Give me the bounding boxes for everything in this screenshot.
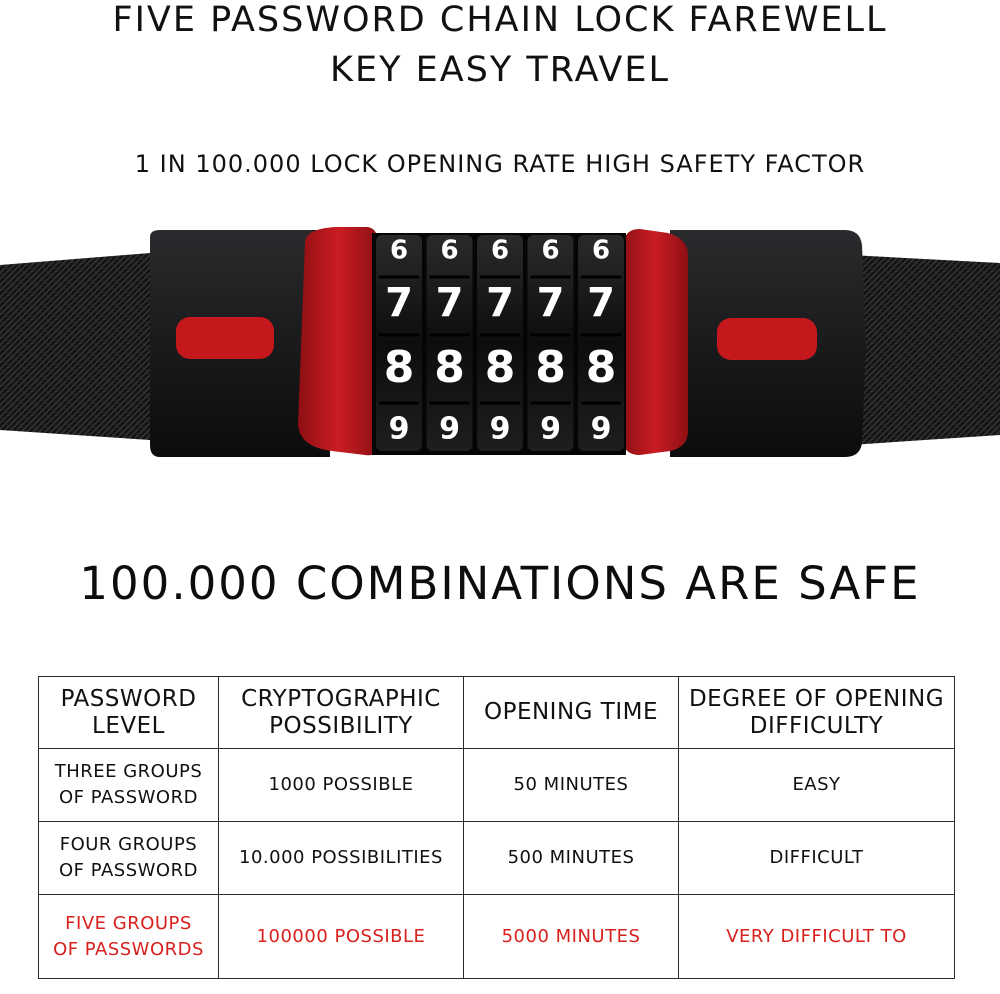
combination-lock-image: [0, 225, 1000, 465]
comparison-table: [38, 676, 955, 979]
dial-digit: 8: [383, 342, 415, 393]
header-cryptographic-possibility: CRYPTOGRAPHIC POSSIBILITY: [219, 677, 464, 749]
cell-time: 500 MINUTES: [464, 822, 679, 895]
red-button-right: [717, 318, 817, 360]
dial-digit: 6: [591, 235, 611, 266]
header-password-level: PASSWORD LEVEL: [39, 677, 219, 749]
dial-digit: 7: [536, 280, 565, 326]
dial-digit: 7: [486, 280, 514, 326]
dial-digit: 8: [434, 342, 465, 393]
red-collar-right: [622, 229, 688, 455]
header-opening-time: OPENING TIME: [464, 677, 679, 749]
dial-digit: 9: [540, 411, 561, 447]
dial-digit: 6: [440, 235, 459, 266]
dial-digit: 8: [535, 342, 566, 393]
cell-level: FIVE GROUPS OF PASSWORDS: [39, 895, 219, 979]
cell-time: 5000 MINUTES: [464, 895, 679, 979]
dial-group: [376, 235, 624, 451]
table-row: [39, 822, 955, 895]
dial-digit: 7: [385, 280, 413, 326]
title-line-2: KEY EASY TRAVEL: [330, 50, 670, 90]
chain-sleeve-left: [0, 253, 150, 440]
table-header-row: [39, 677, 955, 749]
table-row-highlighted: [39, 895, 955, 979]
chain-sleeve-right: [850, 255, 1000, 445]
dial-digit: 8: [484, 342, 516, 393]
cell-time: 50 MINUTES: [464, 749, 679, 822]
dial-digit: 9: [489, 411, 511, 447]
dial-digit: 6: [389, 235, 409, 266]
dial-digit: 9: [388, 411, 410, 447]
dial-digit: 9: [439, 411, 460, 447]
cell-possibility: 1000 POSSIBLE: [219, 749, 464, 822]
cell-level: THREE GROUPS OF PASSWORD: [39, 749, 219, 822]
headline: 100.000 COMBINATIONS ARE SAFE: [79, 557, 921, 610]
title-line-1: FIVE PASSWORD CHAIN LOCK FAREWELL: [112, 0, 888, 40]
dial-digit: 6: [490, 235, 510, 266]
cell-difficulty: VERY DIFFICULT TO: [679, 895, 955, 979]
subtitle: 1 IN 100.000 LOCK OPENING RATE HIGH SAFETY FACTOR: [134, 150, 866, 178]
red-collar-left: [298, 227, 378, 455]
cell-possibility: 10.000 POSSIBILITIES: [219, 822, 464, 895]
dial-digit: 7: [587, 280, 615, 326]
dial-digit: 8: [585, 342, 617, 393]
cell-difficulty: DIFFICULT: [679, 822, 955, 895]
dial-digit: 7: [435, 280, 464, 326]
dial-digit: 6: [541, 235, 560, 266]
header-difficulty: DEGREE OF OPENING DIFFICULTY: [679, 677, 955, 749]
cell-difficulty: EASY: [679, 749, 955, 822]
red-button-left: [176, 317, 274, 359]
cell-possibility: 100000 POSSIBLE: [219, 895, 464, 979]
table-row: [39, 749, 955, 822]
cell-level: FOUR GROUPS OF PASSWORD: [39, 822, 219, 895]
dial-digit: 9: [590, 411, 612, 447]
